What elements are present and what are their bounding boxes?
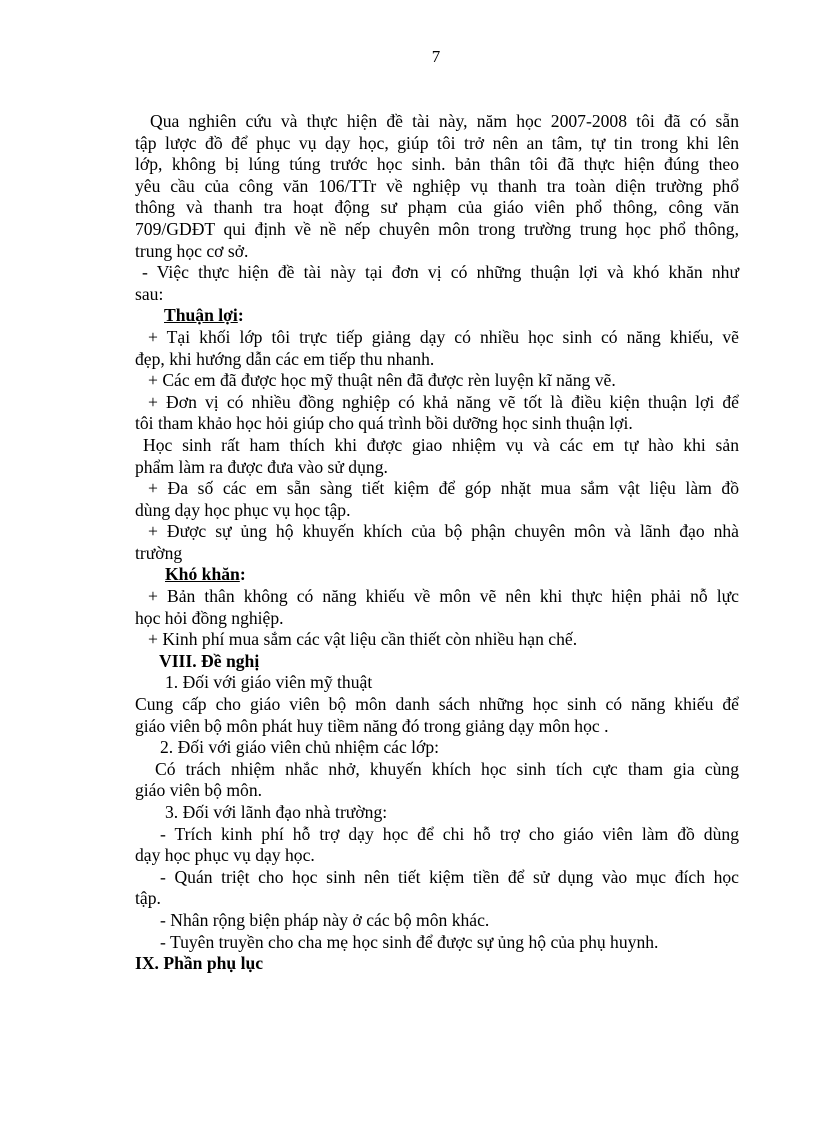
- text-line: - Quán triệt cho học sinh nên tiết kiệm tiền để sử dụng vào mục đích học: [160, 866, 739, 887]
- text-line: - Nhân rộng biện pháp này ở các bộ môn khác.: [160, 909, 490, 930]
- subheading-3: 3. Đối với lãnh đạo nhà trường:: [165, 802, 388, 822]
- section-heading-viii: VIII. Đề nghị: [159, 650, 260, 671]
- section-heading-ix: IX. Phần phụ lục: [135, 953, 264, 974]
- heading-colon: :: [237, 305, 244, 326]
- subheading-1: 1. Đối với giáo viên mỹ thuật: [165, 672, 373, 693]
- text-line: trường: [135, 542, 183, 563]
- text-line: - Việc thực hiện đề tài này tại đơn vị có những thuận lợi và khó khăn như: [142, 262, 739, 283]
- text-line: tập.: [135, 888, 161, 909]
- text-line: + Bản thân không có năng khiếu về môn vẽ nên khi thực hiện phải nỗ lực: [148, 586, 739, 607]
- text-line: + Đơn vị có nhiều đồng nghiệp có khả năng vẽ tốt là điều kiện thuận lợi để: [148, 391, 739, 412]
- text-line: lớp, không bị lúng túng trước học sinh. bản thân tôi đã thực hiện đúng theo: [135, 154, 739, 175]
- text-line: Cung cấp cho giáo viên bộ môn danh sách những học sinh có năng khiếu để: [135, 694, 739, 715]
- text-line: + Kinh phí mua sắm các vật liệu cần thiết còn nhiều hạn chế.: [148, 629, 578, 650]
- page-number: 7: [431, 47, 441, 66]
- section-heading-advantages: [135, 305, 739, 327]
- text-line: học hỏi đồng nghiệp.: [135, 607, 284, 628]
- heading-text: Thuận lợi: [164, 305, 238, 326]
- heading-colon: :: [239, 564, 246, 585]
- text-line: giáo viên bộ môn phát huy tiềm năng đó trong giảng dạy môn học .: [135, 715, 609, 736]
- text-line: thông và thanh tra hoạt động sư phạm của giáo viên phổ thông, công văn: [135, 197, 739, 218]
- text-line: - Tuyên truyền cho cha mẹ học sinh để được sự ủng hộ của phụ huynh.: [160, 931, 659, 952]
- text-line: sau:: [135, 283, 164, 304]
- text-line: dạy học phục vụ dạy học.: [135, 845, 315, 866]
- heading-text: Khó khăn: [165, 564, 240, 585]
- text-line: + Tại khối lớp tôi trực tiếp giảng dạy có nhiều học sinh có năng khiếu, vẽ: [148, 326, 739, 347]
- text-line: Qua nghiên cứu và thực hiện đề tài này, năm học 2007-2008 tôi đã có sẵn: [150, 111, 739, 131]
- text-line: + Đa số các em sẵn sàng tiết kiệm để góp nhặt mua sắm vật liệu làm đồ: [148, 478, 739, 499]
- text-line: - Trích kinh phí hỗ trợ dạy học để chi hỗ trợ cho giáo viên làm đồ dùng: [160, 823, 739, 844]
- text-line: + Được sự ủng hộ khuyến khích của bộ phận chuyên môn và lãnh đạo nhà: [148, 521, 739, 542]
- text-line: 709/GDĐT qui định về nề nếp chuyên môn trong trường trung học phổ thông,: [135, 218, 739, 239]
- text-line: phẩm làm ra được đưa vào sử dụng.: [135, 456, 388, 477]
- subheading-2: 2. Đối với giáo viên chủ nhiệm các lớp:: [160, 737, 440, 758]
- text-line: tập lược đồ để phục vụ dạy học, giúp tôi trở nên an tâm, tự tin trong khi lên: [135, 132, 739, 153]
- text-line: yêu cầu của công văn 106/TTr về nghiệp vụ thanh tra toàn diện trường phổ: [135, 175, 739, 196]
- text-line: + Các em đã được học mỹ thuật nên đã được rèn luyện kĩ năng vẽ.: [148, 370, 616, 391]
- text-line: trung học cơ sở.: [135, 240, 249, 261]
- text-line: đẹp, khi hướng dẫn các em tiếp thu nhanh.: [135, 348, 435, 369]
- text-line: giáo viên bộ môn.: [135, 780, 263, 801]
- text-line: Có trách nhiệm nhắc nhở, khuyến khích học sinh tích cực tham gia cùng: [155, 758, 739, 779]
- section-heading-difficulties: [135, 564, 739, 586]
- document-body: [135, 111, 739, 975]
- text-line: tôi tham khảo học hỏi giúp cho quá trình bồi dưỡng học sinh thuận lợi.: [135, 413, 633, 434]
- text-line: dùng dạy học phục vụ học tập.: [135, 499, 351, 520]
- text-line: Học sinh rất ham thích khi được giao nhiệm vụ và các em tự hào khi sản: [143, 434, 739, 455]
